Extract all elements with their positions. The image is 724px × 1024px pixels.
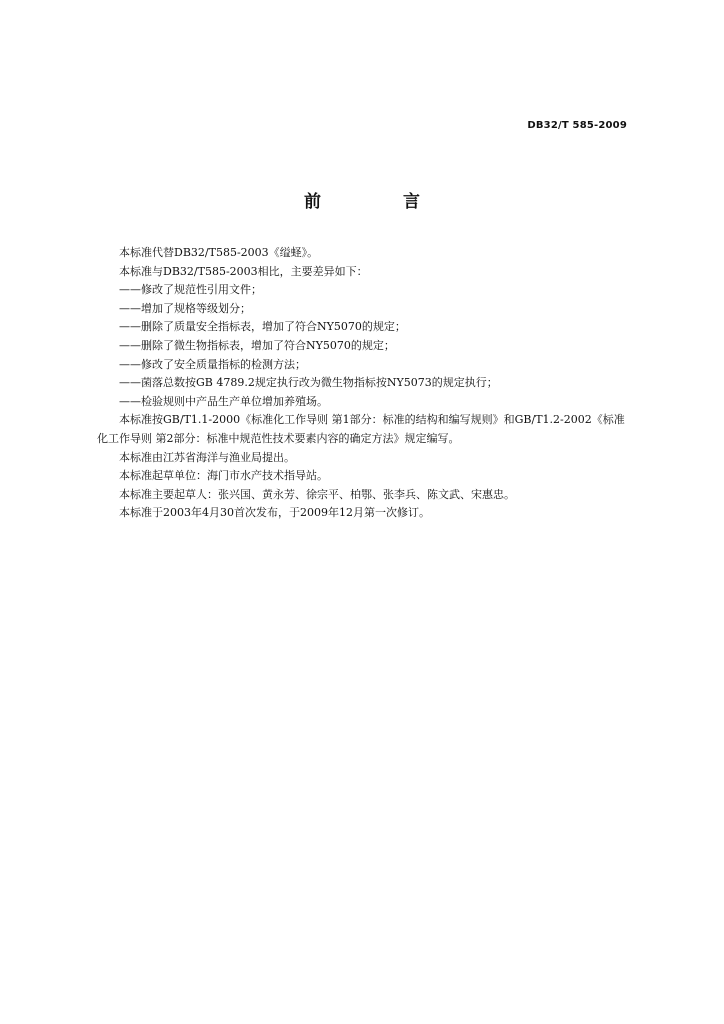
paragraph-proposer: 本标准由江苏省海洋与渔业局提出。 — [119, 450, 295, 464]
paragraph-release-history: 本标准于2003年4月30首次发布，于2009年12月第一次修订。 — [119, 506, 430, 520]
paragraph-drafting-rules: 本标准按GB/T1.1-2000《标准化工作导则 第1部分：标准的结构和编写规则》和GB/T1.2-2002《标准化工作导则 第2部分：标准中规范性技术要素内容的确定方法》规定编写。 — [97, 413, 625, 445]
list-item: ——修改了安全质量指标的检测方法； — [119, 357, 306, 371]
list-item: ——修改了规范性引用文件； — [119, 283, 262, 297]
list-item: ——删除了微生物指标表，增加了符合NY5070的规定； — [119, 338, 395, 352]
paragraph-drafters: 本标准主要起草人：张兴国、黄永芳、徐宗平、柏鄂、张李兵、陈文武、宋惠忠。 — [119, 487, 515, 501]
page-title: 前 言 — [304, 192, 458, 212]
standard-code: DB32/T 585-2009 — [527, 120, 627, 131]
foreword-body — [97, 244, 627, 523]
paragraph-drafting-unit: 本标准起草单位：海门市水产技术指导站。 — [119, 469, 328, 483]
paragraph-differences-intro: 本标准与DB32/T585-2003相比，主要差异如下： — [119, 264, 368, 278]
list-item: ——删除了质量安全指标表，增加了符合NY5070的规定； — [119, 320, 406, 334]
list-item: ——检验规则中产品生产单位增加养殖场。 — [119, 394, 328, 408]
paragraph-replaces: 本标准代替DB32/T585-2003《缢蛏》。 — [119, 246, 319, 259]
list-item: ——增加了规格等级划分； — [119, 301, 251, 315]
list-item: ——菌落总数按GB 4789.2规定执行改为微生物指标按NY5073的规定执行； — [119, 376, 498, 390]
